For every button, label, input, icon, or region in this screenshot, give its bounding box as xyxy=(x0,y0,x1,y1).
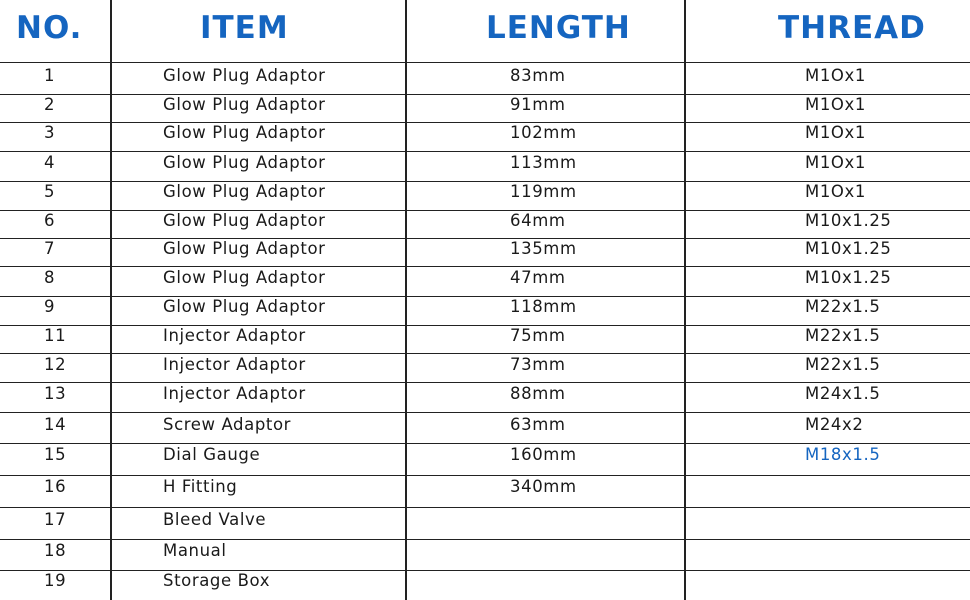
row-divider xyxy=(0,151,970,152)
cell-length: 47mm xyxy=(510,268,566,287)
column-divider-2 xyxy=(405,0,407,600)
cell-length: 113mm xyxy=(510,153,577,172)
row-divider xyxy=(0,443,970,444)
cell-length: 119mm xyxy=(510,182,577,201)
cell-thread: M1Ox1 xyxy=(805,95,866,114)
cell-thread: M1Ox1 xyxy=(805,153,866,172)
cell-no: 14 xyxy=(44,415,67,434)
row-divider xyxy=(0,382,970,383)
header-length: LENGTH xyxy=(486,10,631,46)
cell-length: 102mm xyxy=(510,123,577,142)
cell-length: 118mm xyxy=(510,297,577,316)
cell-thread: M10x1.25 xyxy=(805,211,892,230)
cell-item: Storage Box xyxy=(163,571,271,590)
cell-thread: M24x2 xyxy=(805,415,864,434)
cell-item: Screw Adaptor xyxy=(163,415,292,434)
cell-length: 340mm xyxy=(510,477,577,496)
header-thread: THREAD xyxy=(778,10,926,46)
cell-item: Injector Adaptor xyxy=(163,384,306,403)
cell-item: Glow Plug Adaptor xyxy=(163,182,326,201)
cell-length: 91mm xyxy=(510,95,566,114)
cell-item: Glow Plug Adaptor xyxy=(163,297,326,316)
cell-length: 160mm xyxy=(510,445,577,464)
table-header xyxy=(0,0,970,63)
row-divider xyxy=(0,325,970,326)
cell-no: 4 xyxy=(44,153,56,172)
row-divider xyxy=(0,238,970,239)
row-divider xyxy=(0,412,970,413)
cell-no: 17 xyxy=(44,510,67,529)
cell-thread: M22x1.5 xyxy=(805,297,881,316)
row-divider xyxy=(0,122,970,123)
row-divider xyxy=(0,570,970,571)
cell-item: H Fitting xyxy=(163,477,238,496)
cell-no: 15 xyxy=(44,445,67,464)
cell-no: 7 xyxy=(44,239,56,258)
cell-no: 12 xyxy=(44,355,67,374)
cell-no: 2 xyxy=(44,95,56,114)
cell-no: 16 xyxy=(44,477,67,496)
cell-thread: M1Ox1 xyxy=(805,123,866,142)
row-divider xyxy=(0,507,970,508)
row-divider xyxy=(0,266,970,267)
header-item: ITEM xyxy=(200,10,289,46)
cell-item: Manual xyxy=(163,541,227,560)
cell-length: 83mm xyxy=(510,66,566,85)
cell-no: 1 xyxy=(44,66,56,85)
header-no: NO. xyxy=(16,10,83,46)
cell-item: Glow Plug Adaptor xyxy=(163,211,326,230)
cell-no: 19 xyxy=(44,571,67,590)
cell-no: 8 xyxy=(44,268,56,287)
cell-length: 135mm xyxy=(510,239,577,258)
row-divider xyxy=(0,296,970,297)
cell-item: Glow Plug Adaptor xyxy=(163,66,326,85)
cell-no: 6 xyxy=(44,211,56,230)
cell-length: 73mm xyxy=(510,355,566,374)
cell-thread: M22x1.5 xyxy=(805,355,881,374)
cell-no: 5 xyxy=(44,182,56,201)
column-divider-3 xyxy=(684,0,686,600)
cell-thread: M18x1.5 xyxy=(805,445,881,464)
cell-item: Glow Plug Adaptor xyxy=(163,95,326,114)
cell-item: Glow Plug Adaptor xyxy=(163,239,326,258)
cell-no: 9 xyxy=(44,297,56,316)
cell-thread: M10x1.25 xyxy=(805,239,892,258)
row-divider xyxy=(0,539,970,540)
row-divider xyxy=(0,94,970,95)
cell-thread: M24x1.5 xyxy=(805,384,881,403)
cell-item: Injector Adaptor xyxy=(163,355,306,374)
column-divider-1 xyxy=(110,0,112,600)
cell-no: 13 xyxy=(44,384,67,403)
row-divider xyxy=(0,210,970,211)
cell-length: 64mm xyxy=(510,211,566,230)
cell-no: 3 xyxy=(44,123,56,142)
cell-thread: M1Ox1 xyxy=(805,66,866,85)
cell-item: Injector Adaptor xyxy=(163,326,306,345)
cell-item: Glow Plug Adaptor xyxy=(163,268,326,287)
cell-length: 88mm xyxy=(510,384,566,403)
cell-item: Bleed Valve xyxy=(163,510,267,529)
cell-thread: M22x1.5 xyxy=(805,326,881,345)
cell-length: 63mm xyxy=(510,415,566,434)
cell-no: 11 xyxy=(44,326,67,345)
cell-item: Glow Plug Adaptor xyxy=(163,123,326,142)
cell-no: 18 xyxy=(44,541,67,560)
row-divider xyxy=(0,353,970,354)
row-divider xyxy=(0,181,970,182)
row-divider xyxy=(0,475,970,476)
cell-thread: M10x1.25 xyxy=(805,268,892,287)
cell-item: Dial Gauge xyxy=(163,445,261,464)
cell-item: Glow Plug Adaptor xyxy=(163,153,326,172)
cell-length: 75mm xyxy=(510,326,566,345)
cell-thread: M1Ox1 xyxy=(805,182,866,201)
